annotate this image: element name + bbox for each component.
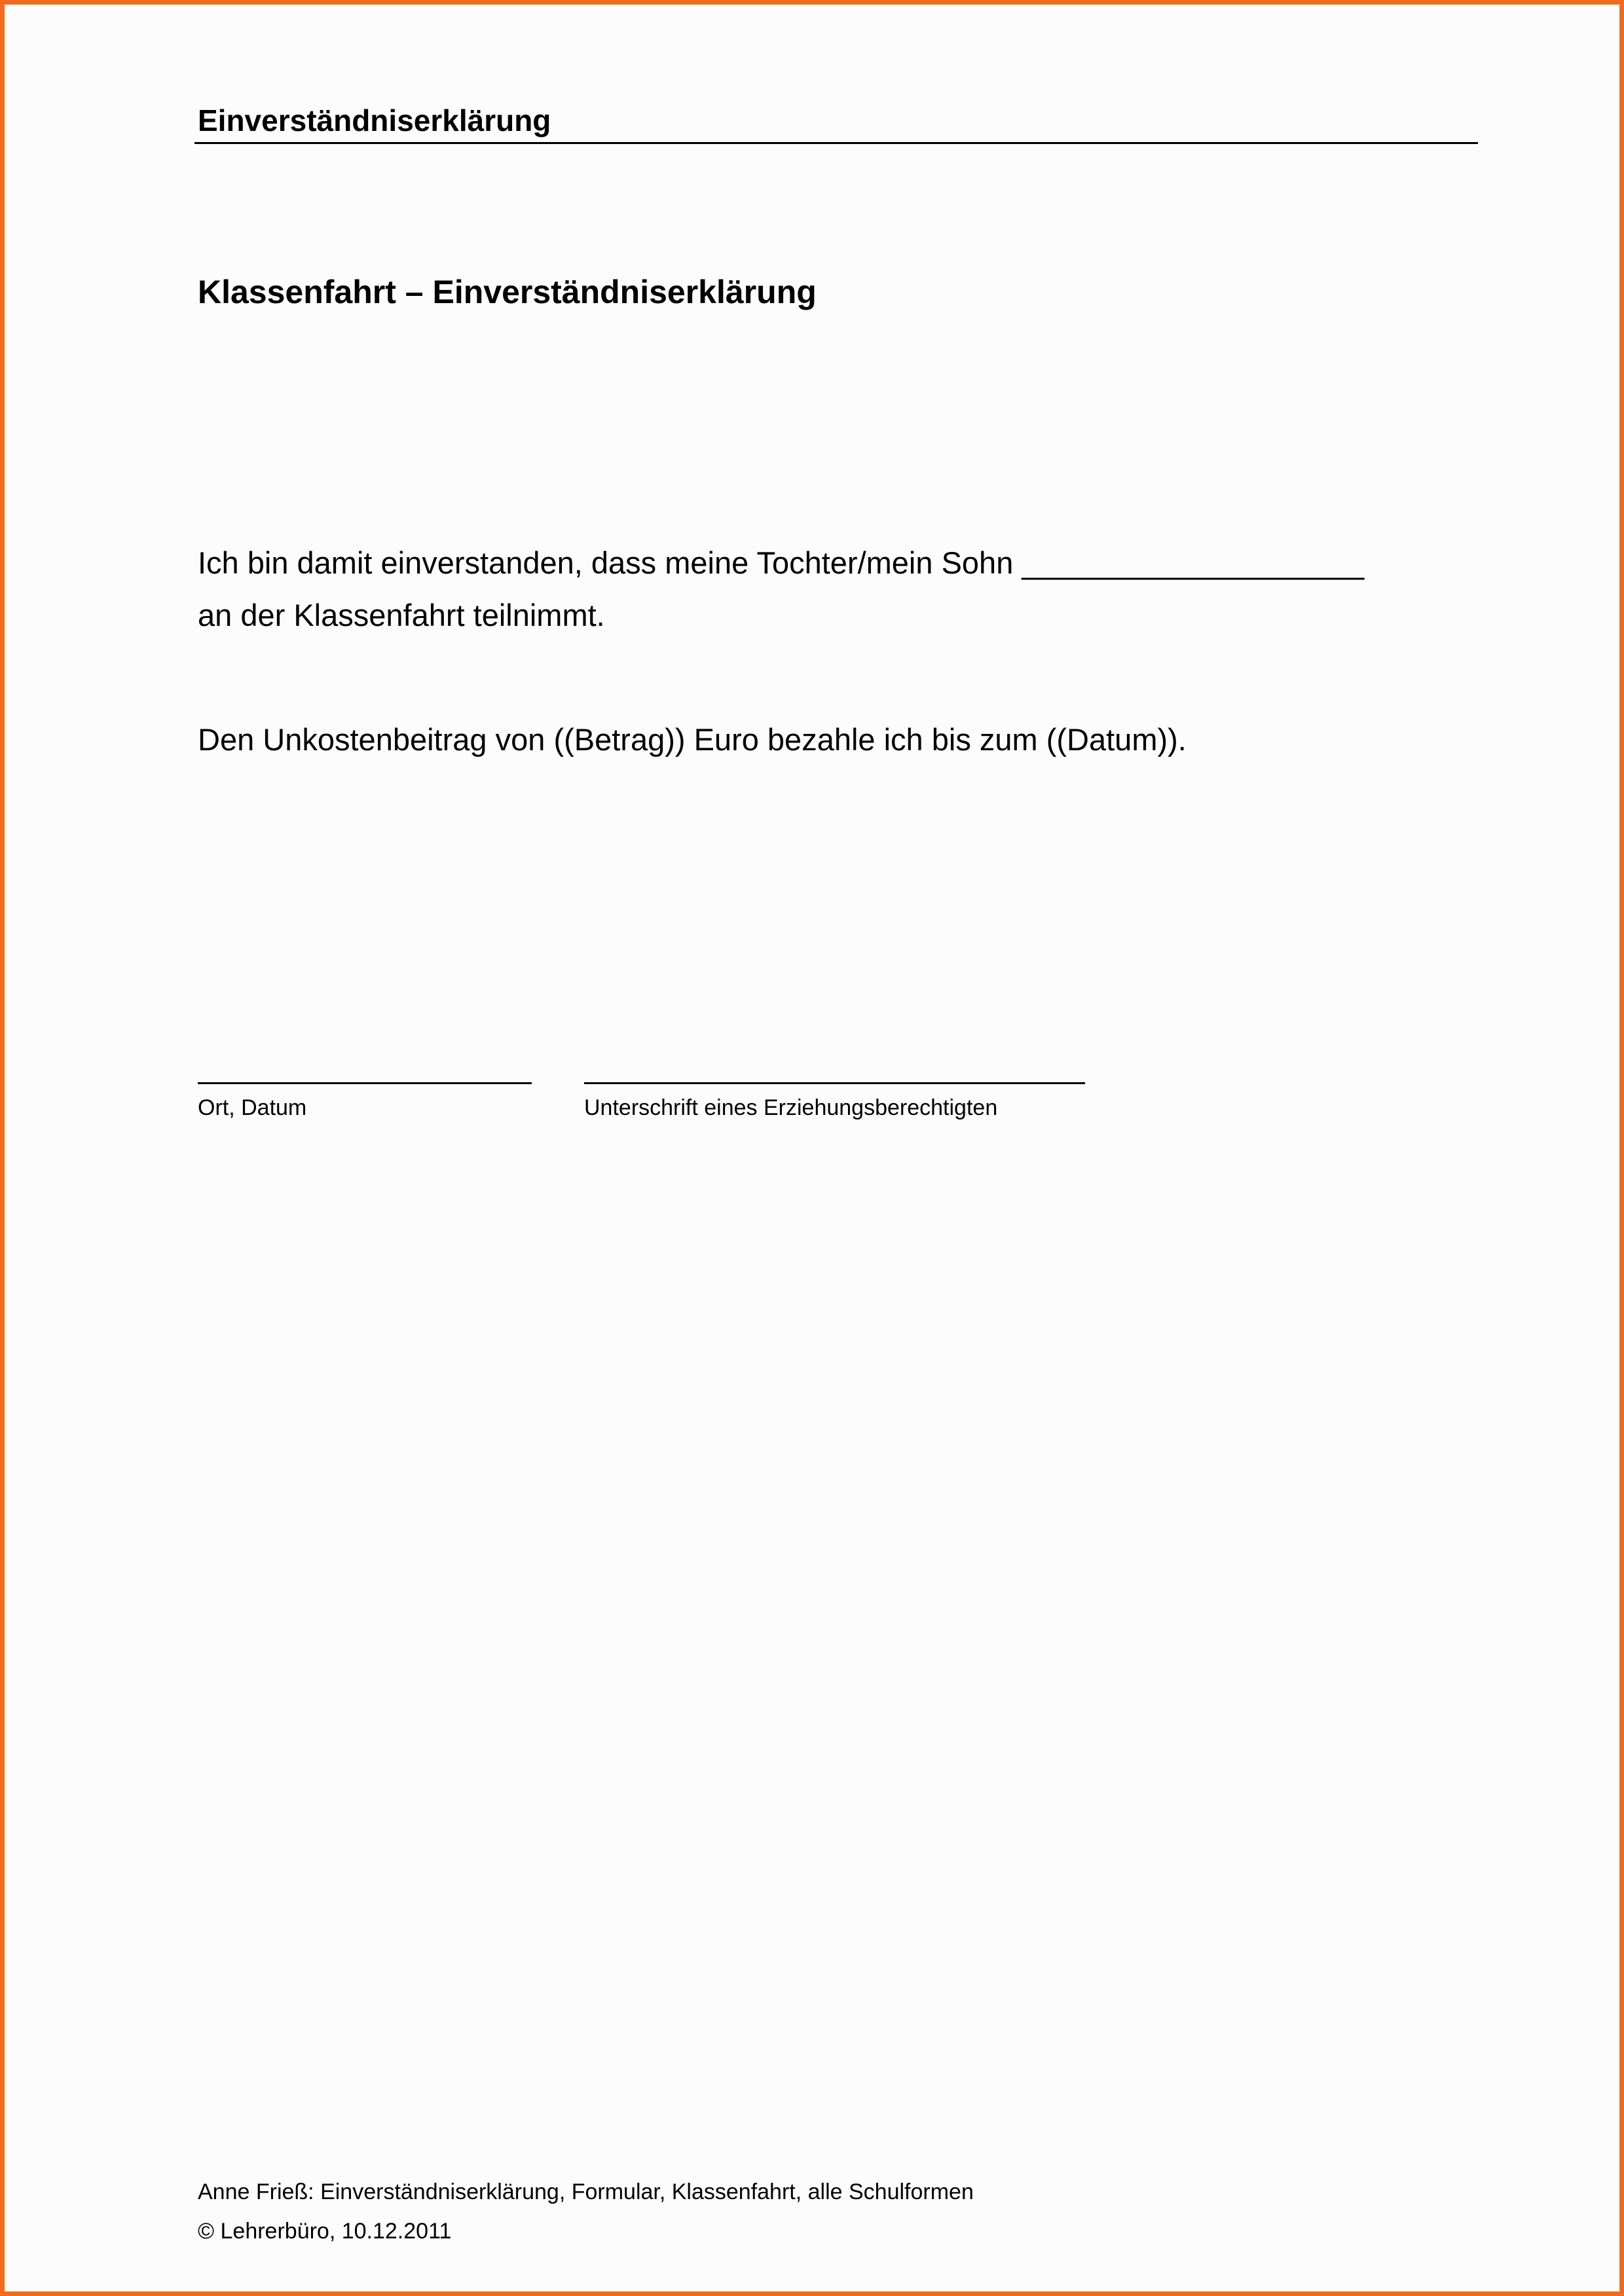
place-date-signature-line (198, 1082, 532, 1084)
document-title: Klassenfahrt – Einverständniserklärung (198, 274, 817, 310)
participation-line: an der Klassenfahrt teilnimmt. (198, 598, 605, 632)
fee-statement-line: Den Unkostenbeitrag von ((Betrag)) Euro bezahle ich bis zum ((Datum)). (198, 722, 1187, 757)
guardian-signature-label: Unterschrift eines Erziehungsberechtigten (584, 1095, 998, 1120)
place-date-label: Ort, Datum (198, 1095, 307, 1120)
running-header (194, 96, 1478, 144)
consent-statement-line: Ich bin damit einverstanden, dass meine Tochter/mein Sohn ____________________ (198, 545, 1365, 580)
footer-credit: Anne Frieß: Einverständniserklärung, Formular, Klassenfahrt, alle Schulformen (198, 2179, 974, 2204)
guardian-signature-line (584, 1082, 1085, 1084)
running-header-title: Einverständniserklärung (198, 103, 551, 137)
footer-copyright: © Lehrerbüro, 10.12.2011 (198, 2219, 452, 2244)
